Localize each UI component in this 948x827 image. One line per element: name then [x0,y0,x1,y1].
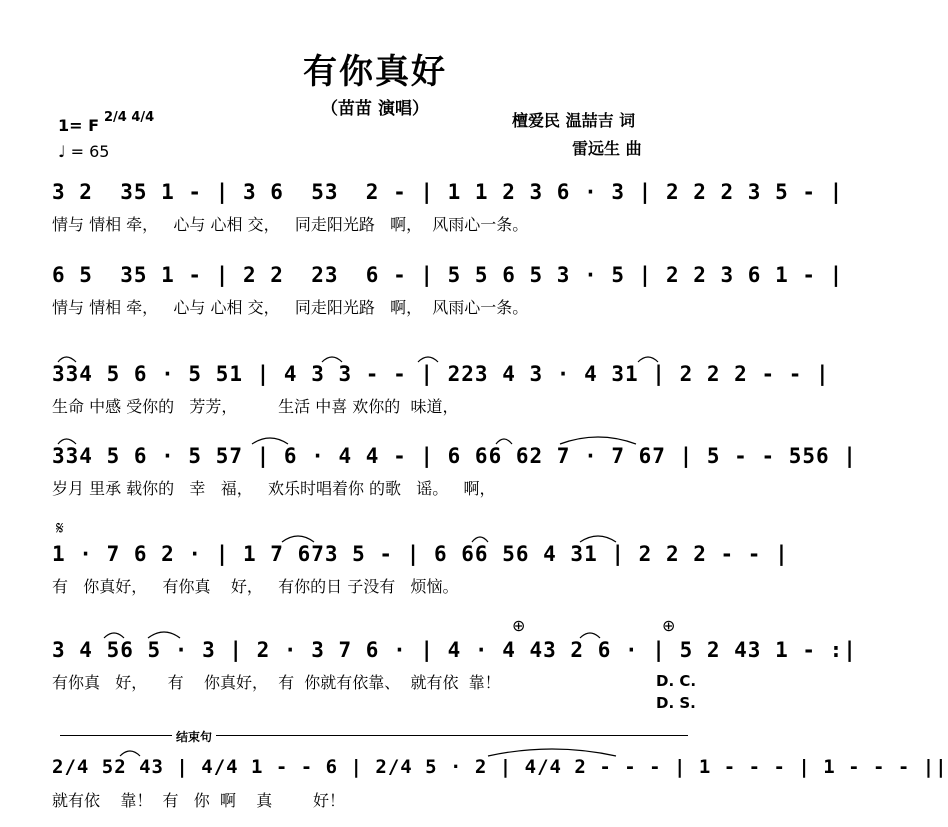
composer-credit: 雷远生 曲 [572,139,642,158]
notation-line: 2/4 52 43 | 4/4 1 - - 6 | 2/4 5 · 2 | 4/4 2 - - - | 1 - - - | 1 - - - || [52,756,948,778]
lyricist-credit: 檀爱民 温喆吉 词 [512,111,636,130]
notation-line: 6 5 35 1 - | 2 2 23 6 - | 5 5 6 5 3 · 5 | 2 2 3 6 1 - | [52,263,844,287]
ending-line [60,735,688,736]
ending-label: 结束句 [172,728,216,745]
lyrics-line: 岁月 里承 载你的 幸 福， 欢乐时唱着你 的歌 谣。 啊， [52,479,496,498]
time-signatures: 2/4 4/4 [104,110,155,125]
ending-bracket [60,728,688,744]
page-title: 有你真好 [303,52,447,92]
lyrics-line: 有 你真好， 有你真 好， 有你的日 子没有 烦恼。 [52,577,459,596]
da-capo-mark: D. C. [656,672,697,690]
notation-line: 3 2 35 1 - | 3 6 53 2 - | 1 1 2 3 6 · 3 | 2 2 2 3 5 - | [52,180,844,204]
coda-sign: ⊕ [662,616,676,635]
tempo-marking: ♩ = 65 [58,142,110,161]
notation-line: 1 · 7 6 2 · | 1 7 673 5 - | 6 66 56 4 31 | 2 2 2 - - | [52,542,789,566]
lyrics-line: 就有依 靠！ 有 你 啊 真 好！ [52,791,345,810]
lyrics-line: 情与 情相 牵， 心与 心相 交， 同走阳光路 啊， 风雨心一条。 [52,298,529,317]
key-signature: 1= F [58,116,100,135]
notation-line: 334 5 6 · 5 57 | 6 · 4 4 - | 6 66 62 7 · 7 67 | 5 - - 556 | [52,444,857,468]
notation-line: 334 5 6 · 5 51 | 4 3 3 - - | 223 4 3 · 4 31 | 2 2 2 - - | [52,362,830,386]
lyrics-line: 生命 中感 受你的 芳芳， 生活 中喜 欢你的 味道， [52,397,459,416]
lyrics-line: 有你真 好， 有 你真好， 有 你就有依靠、 就有依 靠！ [52,673,501,692]
coda-sign: ⊕ [512,616,526,635]
segno-sign: 𝄋 [56,518,64,539]
lyrics-line: 情与 情相 牵， 心与 心相 交， 同走阳光路 啊， 风雨心一条。 [52,215,529,234]
notation-line: 3 4 56 5 · 3 | 2 · 3 7 6 · | 4 · 4 43 2 6 · | 5 2 43 1 - :| [52,638,857,662]
dal-segno-mark: D. S. [656,694,696,712]
performer-subtitle: （苗苗 演唱） [321,99,429,119]
